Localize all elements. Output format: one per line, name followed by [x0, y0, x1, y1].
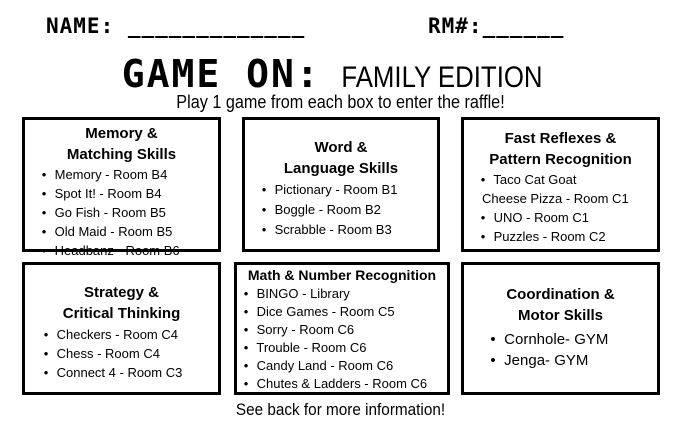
title-sub: FAMILY EDITION [341, 61, 543, 94]
list-item: • Sorry - Room C6 [243, 322, 355, 337]
page-title [0, 52, 681, 96]
list-item: • Taco Cat Goat [480, 172, 577, 187]
list-item: • UNO - Room C1 [480, 210, 589, 225]
box-title-line2: Matching Skills [66, 146, 177, 163]
list-item: Cheese Pizza - Room C1 [482, 191, 629, 206]
box-word-language [242, 117, 440, 252]
list-item: • Spot It! - Room B4 [41, 186, 162, 201]
name-field-label: NAME: _____________ [46, 14, 306, 38]
list-item: • Puzzles - Room C2 [480, 229, 606, 244]
box-title-line1: Fast Reflexes & [504, 130, 617, 147]
box-reflexes-pattern [461, 117, 660, 252]
list-item: • Checkers - Room C4 [43, 327, 178, 342]
list-item: • Chutes & Ladders - Room C6 [243, 376, 428, 391]
list-item: • Scrabble - Room B3 [261, 222, 392, 237]
box-memory-matching [22, 117, 221, 258]
list-item: • Dice Games - Room C5 [243, 304, 395, 319]
list-item: • Trouble - Room C6 [243, 340, 367, 355]
box-title-line1: Math & Number Recognition [247, 267, 437, 283]
box-title-line1: Coordination & [506, 286, 615, 303]
list-item: • BINGO - Library [243, 286, 350, 301]
box-math-number [234, 262, 450, 395]
list-item: • Go Fish - Room B5 [41, 205, 166, 220]
box-title-line1: Memory & [85, 125, 158, 142]
list-item: • Candy Land - Room C6 [243, 358, 394, 373]
box-title-line1: Word & [314, 139, 368, 156]
list-item: • Cornhole- GYM [490, 331, 609, 348]
box-title-line2: Language Skills [283, 160, 399, 177]
list-item: • Pictionary - Room B1 [261, 182, 398, 197]
list-item: • Jenga- GYM [490, 352, 589, 369]
box-title-line1: Strategy & [83, 284, 160, 301]
title-main: GAME ON: [121, 52, 321, 96]
box-strategy-critical [22, 262, 221, 395]
list-item: • Headbanz - Room B6 [41, 243, 180, 258]
box-title-line2: Pattern Recognition [489, 151, 632, 168]
box-title-line2: Critical Thinking [62, 305, 181, 322]
list-item: • Chess - Room C4 [43, 346, 160, 361]
list-item: • Connect 4 - Room C3 [43, 365, 183, 380]
list-item: • Old Maid - Room B5 [41, 224, 173, 239]
room-field-label: RM#:______ [428, 14, 565, 38]
list-item: • Memory - Room B4 [41, 167, 168, 182]
instructions: Play 1 game from each box to enter the raffle! [176, 92, 505, 112]
footer-note: See back for more information! [235, 400, 446, 419]
list-item: • Boggle - Room B2 [261, 202, 381, 217]
box-coordination-motor [461, 262, 660, 395]
box-title-line2: Motor Skills [517, 307, 603, 324]
